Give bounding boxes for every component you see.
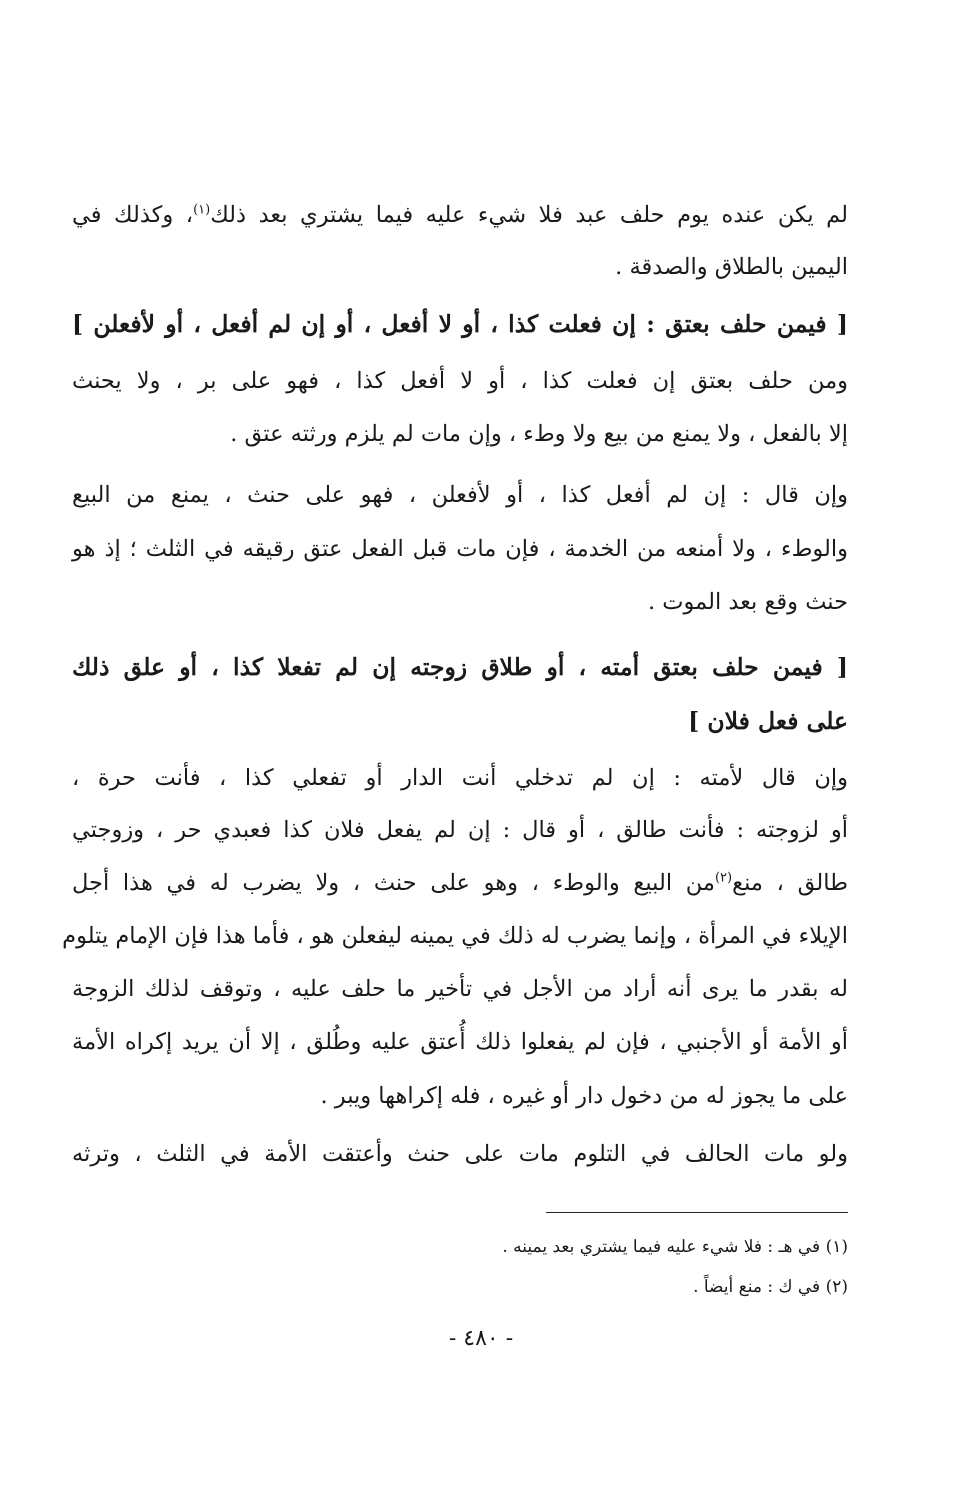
text-line: حنث وقع بعد الموت . bbox=[648, 589, 848, 615]
text-line: له بقدر ما يرى أنه أراد من الأجل في تأخير ما حلف عليه ، وتوقف لذلك الزوجة bbox=[72, 976, 848, 1002]
text-span: طالق ، منع bbox=[732, 870, 848, 896]
text-line bbox=[72, 204, 848, 227]
text-line: إلا بالفعل ، ولا يمنع من بيع ولا وطء ، وإن مات لم يلزم ورثته عتق . bbox=[230, 421, 848, 447]
section-heading: [ فيمن حلف بعتق أمته ، أو طلاق زوجته إن لم تفعلا كذا ، أو علق ذلك bbox=[72, 653, 848, 681]
page-number: - ٤٨٠ - bbox=[448, 1326, 514, 1351]
text-line: أو لزوجته : فأنت طالق ، أو قال : إن لم يفعل فلان كذا فعبدي حر ، وزوجتي bbox=[72, 817, 848, 843]
text-line: الإيلاء في المرأة ، وإنما يضرب له ذلك في يمينه ليفعلن هو ، فأما هذا فإن الإمام يتلوم bbox=[62, 923, 848, 949]
text-span: من البيع والوطء ، وهو على حنث ، ولا يضرب له في هذا أجل bbox=[72, 870, 715, 896]
section-heading: [ فيمن حلف بعتق : إن فعلت كذا ، أو لا أفعل ، أو إن لم أفعل ، أو لأفعلن ] bbox=[72, 310, 848, 338]
text-line: ومن حلف بعتق إن فعلت كذا ، أو لا أفعل كذا ، فهو على بر ، ولا يحنث bbox=[72, 368, 848, 394]
footnote: (٢) في ك : منع أيضاً . bbox=[693, 1277, 848, 1297]
text-span: ، وكذلك في bbox=[72, 202, 194, 228]
footnote: (١) في هـ : فلا شيء عليه فيما يشتري بعد يمينه . bbox=[502, 1237, 848, 1257]
text-line: على ما يجوز له من دخول دار أو غيره ، فله إكراهها ويبر . bbox=[320, 1083, 848, 1109]
footnote-marker: (٢) bbox=[714, 870, 733, 886]
text-line bbox=[72, 872, 848, 895]
text-span: لم يكن عنده يوم حلف عبد فلا شيء عليه فيما يشتري بعد ذلك bbox=[210, 202, 848, 228]
text-line: اليمين بالطلاق والصدقة . bbox=[615, 254, 848, 280]
text-line: والوطء ، ولا أمنعه من الخدمة ، فإن مات قبل الفعل عتق رقيقه في الثلث ؛ إذ هو bbox=[72, 536, 848, 562]
footnote-divider bbox=[546, 1212, 848, 1213]
text-line: وإن قال لأمته : إن لم تدخلي أنت الدار أو تفعلي كذا ، فأنت حرة ، bbox=[72, 765, 848, 791]
text-line: أو الأمة أو الأجنبي ، فإن لم يفعلوا ذلك أُعتق عليه وطُلق ، إلا أن يريد إكراه الأمة bbox=[72, 1029, 848, 1055]
footnote-marker: (١) bbox=[193, 202, 211, 218]
section-heading: على فعل فلان ] bbox=[688, 707, 848, 735]
text-line: وإن قال : إن لم أفعل كذا ، أو لأفعلن ، فهو على حنث ، يمنع من البيع bbox=[72, 482, 848, 508]
text-line: ولو مات الحالف في التلوم مات على حنث وأعتقت الأمة في الثلث ، وترثه bbox=[72, 1141, 848, 1167]
